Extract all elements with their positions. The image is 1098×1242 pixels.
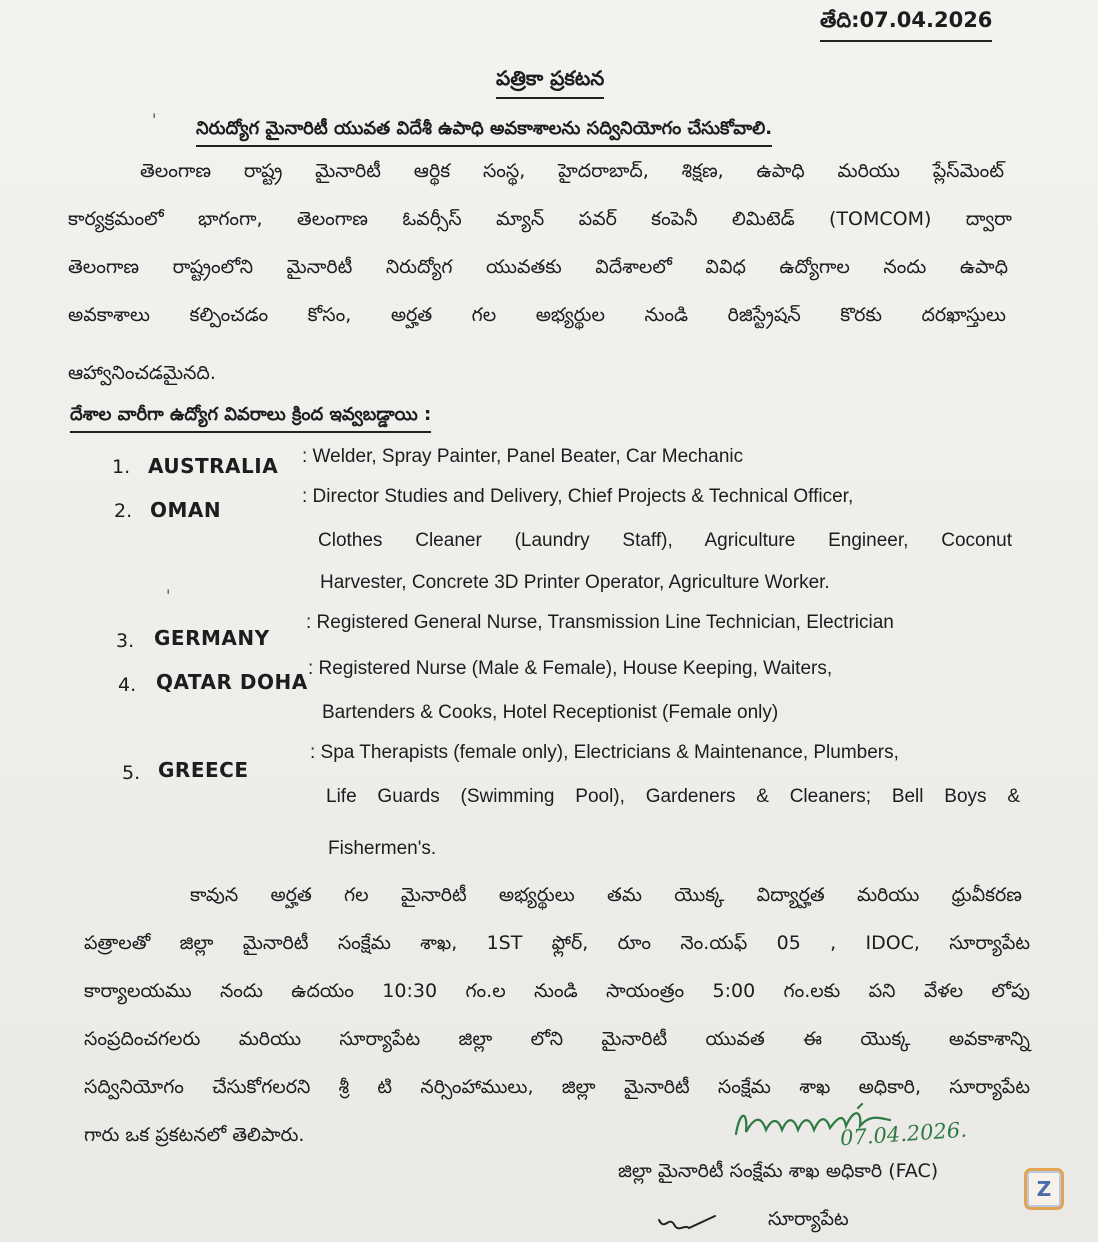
job-roles-line: Fishermen's. [328,838,437,859]
job-roles-line: Harvester, Concrete 3D Printer Operator, Agriculture Worker. [320,572,830,593]
initials-mark [655,1210,725,1238]
job-roles-line: : Spa Therapists (female only), Electricians & Maintenance, Plumbers, [310,742,899,763]
district-name: సూర్యాపేట [768,1208,849,1230]
job-country: AUSTRALIA [148,454,279,478]
job-roles-line: : Welder, Spray Painter, Panel Beater, Car Mechanic [302,446,744,467]
signature-date: 07.04.2026. [839,1117,968,1151]
intro-line-1: తెలంగాణ రాష్ట్ర మైనారిటీ ఆర్థిక సంస్థ, హైదరాబాద్, శిక్షణ, ఉపాధి మరియు ప్లేస్‌మెంట్ [140,160,1004,182]
closing-line-6: గారు ఒక ప్రకటనలో తెలిపారు. [84,1124,305,1146]
closing-line-5: సద్వినియోగం చేసుకోగలరని శ్రీ టి నర్సింహాములు, జిల్లా మైనారిటీ సంక్షేమ శాఖ అధికారి, సూర్యాపేట [84,1076,1030,1098]
paper-mark: ' [152,110,157,129]
jobs-heading: దేశాల వారీగా ఉద్యోగ వివరాలు క్రింద ఇవ్వబడ్డాయి : [70,404,431,433]
closing-line-3: కార్యాలయము నందు ఉదయం 10:30 గం.ల నుండి సాయంత్రం 5:00 గం.లకు పని వేళల లోపు [84,980,1030,1002]
document-title: పత్రికా ప్రకటన [496,66,604,99]
job-number: 4. [118,674,137,696]
intro-line-4: అవకాశాలు కల్పించడం కోసం, అర్హత గల అభ్యర్థుల నుండి రిజిస్ట్రేషన్ కొరకు దరఖాస్తులు [68,304,1006,326]
closing-line-4: సంప్రదించగలరు మరియు సూర్యాపేట జిల్లా లోని మైనారిటీ యువత ఈ యొక్క అవకాశాన్ని [84,1028,1030,1050]
job-number: 3. [116,630,135,652]
paper-mark: ' [166,586,171,605]
job-country: GERMANY [154,626,270,650]
release-date: తేది:07.04.2026 [820,8,992,42]
intro-line-2: కార్యక్రమంలో భాగంగా, తెలంగాణ ఓవర్సీస్ మ్యాన్ పవర్ కంపెనీ లిమిటెడ్ (TOMCOM) ద్వారా [68,208,1012,230]
job-roles-line: Bartenders & Cooks, Hotel Receptionist (Female only) [322,702,779,723]
closing-line-1: కావున అర్హత గల మైనారిటీ అభ్యర్థులు తమ యొక్క విద్యార్హత మరియు ధ్రువీకరణ [190,884,1022,906]
job-country: QATAR DOHA [156,670,308,694]
app-watermark-icon: Z [1024,1168,1064,1210]
officer-designation: జిల్లా మైనారిటీ సంక్షేమ శాఖ అధికారి (FAC) [618,1160,939,1182]
job-roles-line: : Registered General Nurse, Transmission Line Technician, Electrician [306,612,894,633]
document-subtitle: నిరుద్యోగ మైనారిటీ యువత విదేశీ ఉపాధి అవకాశాలను సద్వినియోగం చేసుకోవాలి. [196,118,772,147]
job-number: 2. [114,500,133,522]
job-roles-line: : Director Studies and Delivery, Chief Projects & Technical Officer, [302,486,854,507]
intro-line-3: తెలంగాణ రాష్ట్రంలోని మైనారిటీ నిరుద్యోగ యువతకు విదేశాలలో వివిధ ఉద్యోగాల నందు ఉపాధి [68,256,1008,278]
job-roles-line: Clothes Cleaner (Laundry Staff), Agriculture Engineer, Coconut [318,530,1012,551]
job-roles-line: : Registered Nurse (Male & Female), House Keeping, Waiters, [308,658,833,679]
job-country: GREECE [158,758,249,782]
job-country: OMAN [150,498,222,522]
closing-line-2: పత్రాలతో జిల్లా మైనారిటీ సంక్షేమ శాఖ, 1ST ఫ్లోర్, రూం నెం.యఫ్ 05 , IDOC, సూర్యాపేట [84,932,1030,954]
job-roles-line: Life Guards (Swimming Pool), Gardeners & Cleaners; Bell Boys & [326,786,1020,807]
job-number: 5. [122,762,141,784]
job-number: 1. [112,456,131,478]
intro-line-5: ఆహ్వానించడమైనది. [68,362,216,384]
